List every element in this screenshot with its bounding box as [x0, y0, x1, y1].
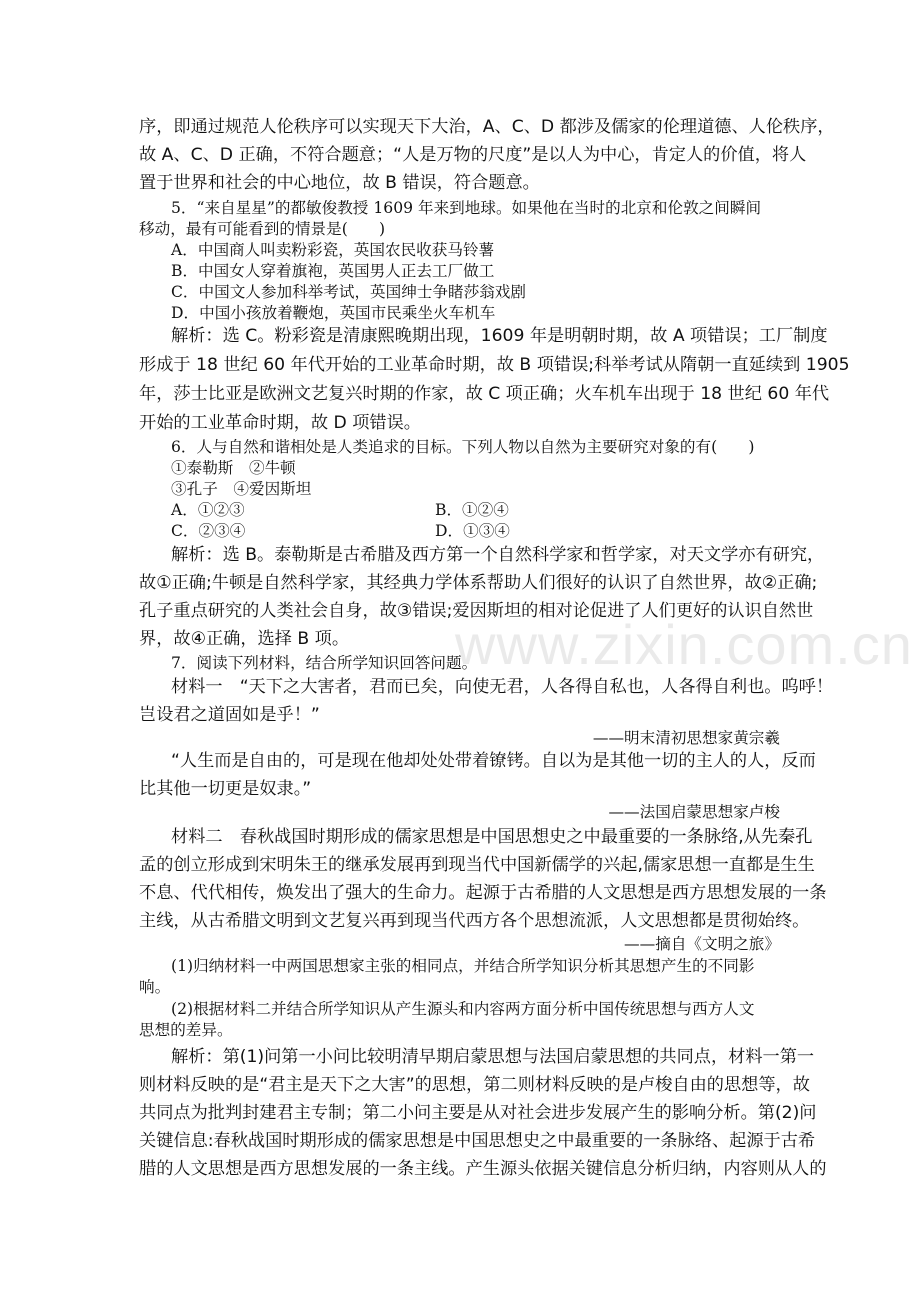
q6-items-line-2: ③孔子 ④爱因斯坦: [171, 480, 312, 498]
q7-analysis-line-2: 则材料反映的是“君主是天下之大害”的思想，第二则材料反映的是卢梭自由的思想等，故: [139, 1075, 810, 1095]
q5-stem-line-2: 移动，最有可能看到的情景是( ): [139, 220, 386, 238]
q7-material-1b-source: ——法国启蒙思想家卢梭: [608, 803, 780, 821]
q6-option-a: A．①②③: [171, 501, 245, 519]
q7-analysis-line-3: 共同点为批判封建君主专制；第二小问主要是从对社会进步发展产生的影响分析。第(2)问: [139, 1103, 817, 1123]
q5-analysis-line-2: 形成于 18 世纪 60 年代开始的工业革命时期，故 B 项错误;科举考试从隋朝一直延续到 1905: [139, 355, 850, 375]
q5-option-a: A．中国商人叫卖粉彩瓷，英国农民收获马铃薯: [171, 241, 495, 259]
q6-analysis-line-4: 界，故④正确，选择 B 项。: [139, 629, 350, 649]
q7-sub-question-1-line-1: (1)归纳材料一中两国思想家主张的相同点，并结合所学知识分析其思想产生的不同影: [171, 957, 755, 975]
q7-analysis-line-5: 腊的人文思想是西方思想发展的一条主线。产生源头依据关键信息分析归纳，内容则从人的: [139, 1159, 827, 1179]
q7-analysis-line-1: 解析：第(1)问第一小问比较明清早期启蒙思想与法国启蒙思想的共同点，材料一第一: [171, 1047, 815, 1067]
intro-line-1: 序，即通过规范人伦秩序可以实现天下大治，A、C、D 都涉及儒家的伦理道德、人伦秩序，: [139, 117, 835, 137]
q7-material-1-line-2: 岂设君之道固如是乎！”: [139, 705, 320, 725]
q7-material-1-line-1: 材料一 “天下之大害者，君而已矣，向使无君，人各得自私也，人各得自利也。呜呼！: [171, 677, 834, 697]
q7-material-2-line-2: 孟的创立形成到宋明朱王的继承发展再到现当代中国新儒学的兴起,儒家思想一直都是生生: [139, 855, 815, 875]
q7-material-2-line-1: 材料二 春秋战国时期形成的儒家思想是中国思想史之中最重要的一条脉络,从先秦孔: [171, 827, 813, 847]
q7-material-2-line-3: 不息、代代相传，焕发出了强大的生命力。起源于古希腊的人文思想是西方思想发展的一条: [139, 883, 827, 903]
q7-material-1-source: ——明末清初思想家黄宗羲: [592, 729, 780, 747]
q5-option-d: D．中国小孩放着鞭炮，英国市民乘坐火车机车: [171, 304, 496, 322]
q7-analysis-line-4: 关键信息:春秋战国时期形成的儒家思想是中国思想史之中最重要的一条脉络、起源于古希: [139, 1131, 816, 1151]
q7-sub-question-2-line-2: 思想的差异。: [139, 1021, 233, 1039]
watermark: www.zixin.com.cn: [455, 613, 913, 676]
q6-analysis-line-3: 孔子重点研究的人类社会自身，故③错误;爱因斯坦的相对论促进了人们更好的认识自然世: [139, 601, 814, 621]
q5-analysis-line-1: 解析：选 C。粉彩瓷是清康熙晚期出现，1609 年是明朝时期，故 A 项错误；工厂制度: [171, 326, 828, 346]
q5-option-c: C．中国文人参加科举考试，英国绅士争睹莎翁戏剧: [171, 283, 526, 301]
q7-stem: 7．阅读下列材料，结合所学知识回答问题。: [171, 654, 478, 672]
q5-analysis-line-4: 开始的工业革命时期，故 D 项错误。: [139, 413, 421, 433]
q5-analysis-line-3: 年，莎士比亚是欧洲文艺复兴时期的作家，故 C 项正确；火车机车出现于 18 世纪 60 年代: [139, 384, 830, 404]
q7-material-2-line-4: 主线，从古希腊文明到文艺复兴再到现当代西方各个思想流派，人文思想都是贯彻始终。: [139, 911, 810, 931]
q6-option-b: B．①②④: [435, 501, 509, 519]
q6-option-c: C．②③④: [171, 522, 246, 540]
q6-items-line-1: ①泰勒斯 ②牛顿: [171, 459, 296, 477]
q7-material-2-source: ——摘自《文明之旅》: [624, 935, 780, 953]
q7-material-1b-line-1: “人生而是自由的，可是现在他却处处带着镣铐。自以为是其他一切的主人的人，反而: [171, 751, 816, 771]
intro-line-2: 故 A、C、D 正确，不符合题意；“人是万物的尺度”是以人为中心，肯定人的价值，将人: [139, 145, 807, 165]
q6-stem: 6．人与自然和谐相处是人类追求的目标。下列人物以自然为主要研究对象的有( ): [171, 438, 755, 456]
q7-sub-question-1-line-2: 响。: [139, 978, 171, 996]
q5-option-b: B．中国女人穿着旗袍，英国男人正去工厂做工: [171, 262, 495, 280]
intro-line-3: 置于世界和社会的中心地位，故 B 错误，符合题意。: [139, 173, 540, 193]
q5-stem-line-1: 5．“来自星星”的都敏俊教授 1609 年来到地球。如果他在当时的北京和伦敦之间瞬间: [171, 199, 762, 217]
q7-sub-question-2-line-1: (2)根据材料二并结合所学知识从产生源头和内容两方面分析中国传统思想与西方人文: [171, 1000, 755, 1018]
q6-analysis-line-1: 解析：选 B。泰勒斯是古希腊及西方第一个自然科学家和哲学家，对天文学亦有研究，: [171, 545, 825, 565]
q7-material-1b-line-2: 比其他一切更是奴隶。”: [139, 779, 312, 799]
q6-analysis-line-2: 故①正确;牛顿是自然科学家，其经典力学体系帮助人们很好的认识了自然世界，故②正确;: [139, 573, 818, 593]
q6-option-d: D．①③④: [435, 522, 510, 540]
